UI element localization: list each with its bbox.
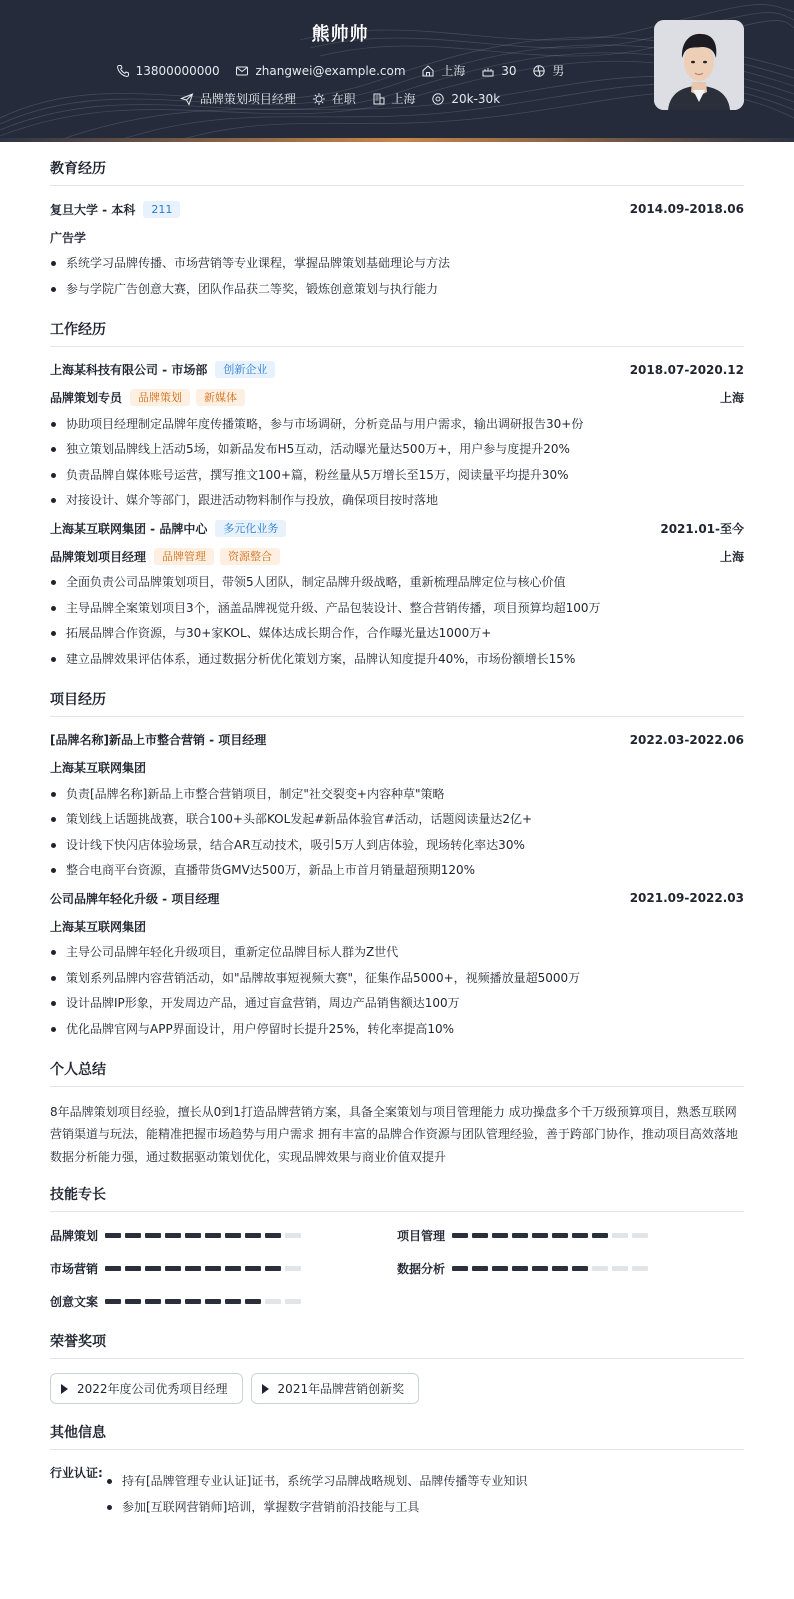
skill-segment-filled	[492, 1233, 508, 1238]
job-position-row	[50, 547, 744, 565]
list-item: 对接设计、媒介等部门，跟进活动物料制作与投放，确保项目按时落地	[50, 491, 744, 509]
job-period: 2021.01-至今	[660, 521, 744, 536]
education-section	[50, 158, 744, 298]
gender-text: 男	[552, 64, 565, 78]
skill-segment-filled	[245, 1266, 261, 1271]
send-icon	[180, 92, 194, 106]
project-period: 2022.03-2022.06	[629, 732, 744, 747]
skill-segment-filled	[512, 1266, 528, 1271]
education-header	[50, 200, 744, 218]
skills-grid	[50, 1226, 744, 1310]
section-title-skills: 技能专长	[50, 1184, 744, 1212]
phone-icon	[116, 64, 130, 78]
city-text: 上海	[391, 92, 416, 106]
project-org: 上海某互联网集团	[50, 761, 147, 775]
skill-segment-filled	[185, 1299, 201, 1304]
project-bullets	[50, 943, 744, 1038]
job-tag: 新媒体	[196, 389, 245, 406]
list-item: 负责品牌自媒体账号运营，撰写推文100+篇，粉丝量从5万增长至15万，阅读量平均提升30%	[50, 466, 744, 484]
project-header	[50, 731, 744, 749]
job-entry	[50, 519, 744, 668]
summary-line: 8年品牌策划项目经验，擅长从0到1打造品牌营销方案，具备全案策划与项目管理能力 成功操盘多个千万级预算项目，熟悉互联网	[50, 1104, 737, 1119]
skill-segment-filled	[145, 1299, 161, 1304]
list-item: 设计品牌IP形象，开发周边产品，通过盲盒营销，周边产品销售额达100万	[50, 994, 744, 1012]
list-item: 策划系列品牌内容营销活动，如"品牌故事短视频大赛"，征集作品5000+，视频播放量超5000万	[50, 969, 744, 987]
projects-section	[50, 689, 744, 1038]
project-org-row	[50, 917, 744, 935]
skill-segment-filled	[552, 1233, 568, 1238]
list-item: 参与学院广告创意大赛，团队作品获二等奖，锻炼创意策划与执行能力	[50, 280, 744, 298]
education-bullets	[50, 254, 744, 298]
skill-segment-filled	[105, 1266, 121, 1271]
skill-label: 品牌策划	[50, 1228, 99, 1243]
project-header	[50, 889, 744, 907]
list-item: 系统学习品牌传播、市场营销等专业课程，掌握品牌策划基础理论与方法	[50, 254, 744, 272]
other-section	[50, 1422, 744, 1523]
education-major	[50, 228, 744, 246]
school-name: 复旦大学 - 本科	[50, 202, 136, 217]
job-tag: 资源整合	[220, 548, 280, 565]
skill-item	[397, 1259, 744, 1277]
skill-label: 项目管理	[397, 1228, 446, 1243]
email-item	[235, 64, 405, 78]
skill-level-bar	[452, 1233, 652, 1238]
skills-section	[50, 1184, 744, 1310]
skill-segment-filled	[205, 1299, 221, 1304]
skill-level-bar	[105, 1299, 305, 1304]
skill-segment-filled	[452, 1266, 468, 1271]
skill-segment-filled	[552, 1266, 568, 1271]
skill-segment-filled	[225, 1266, 241, 1271]
project-org: 上海某互联网集团	[50, 919, 147, 934]
project-bullets	[50, 785, 744, 880]
school-tag: 211	[143, 201, 180, 218]
skill-label: 市场营销	[50, 1261, 99, 1276]
skill-segment-empty	[612, 1266, 628, 1271]
skill-segment-filled	[492, 1266, 508, 1271]
play-icon	[61, 1384, 68, 1394]
resume-body	[50, 158, 744, 1523]
skill-item	[50, 1259, 397, 1277]
award-label: 2021年品牌营销创新奖	[277, 1382, 405, 1396]
skill-segment-filled	[512, 1233, 528, 1238]
project-org-row	[50, 759, 744, 777]
skill-segment-filled	[145, 1233, 161, 1238]
section-title-projects: 项目经历	[50, 689, 744, 717]
job-position-row	[50, 389, 744, 407]
job-header	[50, 361, 744, 379]
skill-item	[50, 1226, 397, 1244]
certification-row	[50, 1464, 744, 1523]
hometown-text: 上海	[441, 64, 466, 78]
skill-segment-filled	[572, 1266, 588, 1271]
awards-list	[50, 1373, 744, 1404]
contact-row	[0, 62, 680, 81]
status-item	[312, 90, 356, 107]
skill-segment-filled	[592, 1233, 608, 1238]
job-tag: 品牌管理	[154, 548, 214, 565]
major-name: 广告学	[50, 230, 87, 245]
company-tag: 创新企业	[215, 361, 275, 378]
resume-header	[0, 0, 794, 140]
status-text: 在职	[331, 92, 356, 106]
skill-segment-filled	[125, 1299, 141, 1304]
list-item: 全面负责公司品牌策划项目，带领5人团队，制定品牌升级战略，重新梳理品牌定位与核心价值	[50, 573, 744, 591]
skill-segment-filled	[245, 1299, 261, 1304]
skill-segment-filled	[125, 1233, 141, 1238]
list-item: 整合电商平台资源，直播带货GMV达500万，新品上市首月销量超预期120%	[50, 861, 744, 879]
company-name: 上海某科技有限公司 - 市场部	[50, 363, 208, 377]
skill-segment-filled	[105, 1233, 121, 1238]
summary-line: 营销渠道与玩法，能精准把握市场趋势与用户需求 拥有丰富的品牌合作资源与团队管理经验，善于跨部门协作，推动项目高效落地	[50, 1127, 738, 1141]
award-chip	[50, 1373, 243, 1404]
list-item: 参加[互联网营销师]培训，掌握数字营销前沿技能与工具	[106, 1498, 744, 1516]
skill-segment-filled	[205, 1266, 221, 1271]
skill-segment-filled	[105, 1299, 121, 1304]
city-item	[372, 90, 416, 107]
candidate-name: 熊帅帅	[311, 24, 369, 45]
list-item: 设计线下快闪店体验场景，结合AR互动技术，吸引5万人到店体验，现场转化率达30%	[50, 836, 744, 854]
phone-item	[116, 64, 220, 78]
avatar-portrait	[654, 20, 744, 110]
skill-segment-filled	[532, 1266, 548, 1271]
skill-label: 数据分析	[397, 1261, 446, 1276]
skill-segment-empty	[285, 1266, 301, 1271]
project-period: 2021.09-2022.03	[629, 891, 744, 905]
skill-segment-filled	[165, 1266, 181, 1271]
skill-segment-empty	[265, 1299, 281, 1304]
job-bullets	[50, 573, 744, 668]
email-text: zhangwei@example.com	[255, 63, 406, 78]
project-name: [品牌名称]新品上市整合营销 - 项目经理	[50, 733, 267, 747]
skill-segment-filled	[145, 1266, 161, 1271]
skill-segment-filled	[205, 1233, 221, 1238]
job-bullets	[50, 415, 744, 510]
skill-item	[397, 1226, 744, 1244]
gender-item	[532, 62, 564, 79]
skill-segment-filled	[225, 1299, 241, 1304]
list-item: 拓展品牌合作资源，与30+家KOL、媒体达成长期合作，合作曝光量达1000万+	[50, 624, 744, 642]
list-item: 负责[品牌名称]新品上市整合营销项目，制定"社交裂变+内容种草"策略	[50, 785, 744, 803]
skill-segment-empty	[285, 1299, 301, 1304]
list-item: 策划线上话题挑战赛，联合100+头部KOL发起#新品体验官#活动，话题阅读量达2亿+	[50, 810, 744, 828]
skill-segment-empty	[592, 1266, 608, 1271]
certification-list	[106, 1472, 744, 1523]
skill-segment-filled	[185, 1233, 201, 1238]
skill-label: 创意文案	[50, 1294, 99, 1309]
list-item: 独立策划品牌线上活动5场，如新品发布H5互动，活动曝光量达500万+，用户参与度提升20%	[50, 440, 744, 458]
hometown-item	[421, 62, 465, 79]
salary-item	[431, 92, 500, 106]
play-icon	[262, 1384, 269, 1394]
home-icon	[421, 64, 435, 78]
age-icon	[481, 64, 495, 78]
job-location: 上海	[719, 549, 744, 564]
position-item	[180, 90, 296, 107]
skill-segment-filled	[165, 1233, 181, 1238]
skill-segment-filled	[572, 1233, 588, 1238]
summary-text	[50, 1101, 744, 1169]
job-location: 上海	[719, 391, 744, 405]
salary-icon	[431, 92, 445, 106]
skill-item	[50, 1292, 397, 1310]
project-entry	[50, 889, 744, 1038]
education-period: 2014.09-2018.06	[629, 202, 744, 216]
gender-icon	[532, 64, 546, 78]
skill-segment-filled	[125, 1266, 141, 1271]
skill-segment-empty	[632, 1266, 648, 1271]
skill-segment-empty	[285, 1233, 301, 1238]
header-accent-bar	[0, 138, 794, 142]
project-entry	[50, 731, 744, 880]
salary-text: 20k-30k	[451, 91, 501, 106]
section-title-education: 教育经历	[50, 158, 744, 186]
project-name: 公司品牌年轻化升级 - 项目经理	[50, 891, 220, 906]
skill-segment-filled	[472, 1266, 488, 1271]
summary-section	[50, 1059, 744, 1169]
intent-row	[0, 90, 680, 109]
skill-level-bar	[105, 1266, 305, 1271]
city-icon	[372, 92, 386, 106]
work-section	[50, 319, 744, 668]
certification-label: 行业认证:	[50, 1466, 103, 1480]
list-item: 持有[品牌管理专业认证]证书，系统学习品牌战略规划、品牌传播等专业知识	[106, 1472, 744, 1490]
skill-segment-filled	[265, 1233, 281, 1238]
position-text: 品牌策划项目经理	[199, 92, 296, 106]
list-item: 建立品牌效果评估体系，通过数据分析优化策划方案，品牌认知度提升40%，市场份额增长15%	[50, 650, 744, 668]
skill-segment-empty	[612, 1233, 628, 1238]
list-item: 主导公司品牌年轻化升级项目，重新定位品牌目标人群为Z世代	[50, 943, 744, 961]
section-title-summary: 个人总结	[50, 1059, 744, 1087]
skill-segment-filled	[532, 1233, 548, 1238]
list-item: 协助项目经理制定品牌年度传播策略，参与市场调研，分析竞品与用户需求，输出调研报告30+份	[50, 415, 744, 433]
age-item	[481, 64, 516, 78]
skill-segment-filled	[225, 1233, 241, 1238]
skill-segment-filled	[165, 1299, 181, 1304]
section-title-awards: 荣誉奖项	[50, 1331, 744, 1359]
list-item: 优化品牌官网与APP界面设计，用户停留时长提升25%，转化率提高10%	[50, 1020, 744, 1038]
job-tag: 品牌策划	[130, 389, 190, 406]
section-title-other: 其他信息	[50, 1422, 744, 1450]
skill-segment-filled	[245, 1233, 261, 1238]
job-position: 品牌策划专员	[50, 391, 123, 405]
award-label: 2022年度公司优秀项目经理	[77, 1382, 228, 1396]
status-icon	[312, 92, 326, 106]
section-title-work: 工作经历	[50, 319, 744, 347]
skill-segment-filled	[452, 1233, 468, 1238]
skill-segment-filled	[265, 1266, 281, 1271]
company-name: 上海某互联网集团 - 品牌中心	[50, 521, 208, 536]
award-chip	[251, 1373, 420, 1404]
mail-icon	[235, 64, 249, 78]
skill-level-bar	[452, 1266, 652, 1271]
company-tag: 多元化业务	[215, 520, 286, 537]
list-item: 主导品牌全案策划项目3个，涵盖品牌视觉升级、产品包装设计、整合营销传播，项目预算均超100万	[50, 599, 744, 617]
awards-section	[50, 1331, 744, 1404]
skill-level-bar	[105, 1233, 305, 1238]
age-text: 30	[501, 63, 517, 78]
job-position: 品牌策划项目经理	[50, 549, 147, 564]
avatar	[654, 20, 744, 110]
job-period: 2018.07-2020.12	[629, 362, 744, 377]
phone-text: 13800000000	[135, 63, 220, 78]
summary-line: 数据分析能力强，通过数据驱动策划优化，实现品牌效果与商业价值双提升	[50, 1149, 447, 1164]
skill-segment-filled	[185, 1266, 201, 1271]
job-entry	[50, 361, 744, 510]
skill-segment-empty	[632, 1233, 648, 1238]
skill-segment-filled	[472, 1233, 488, 1238]
job-header	[50, 519, 744, 537]
